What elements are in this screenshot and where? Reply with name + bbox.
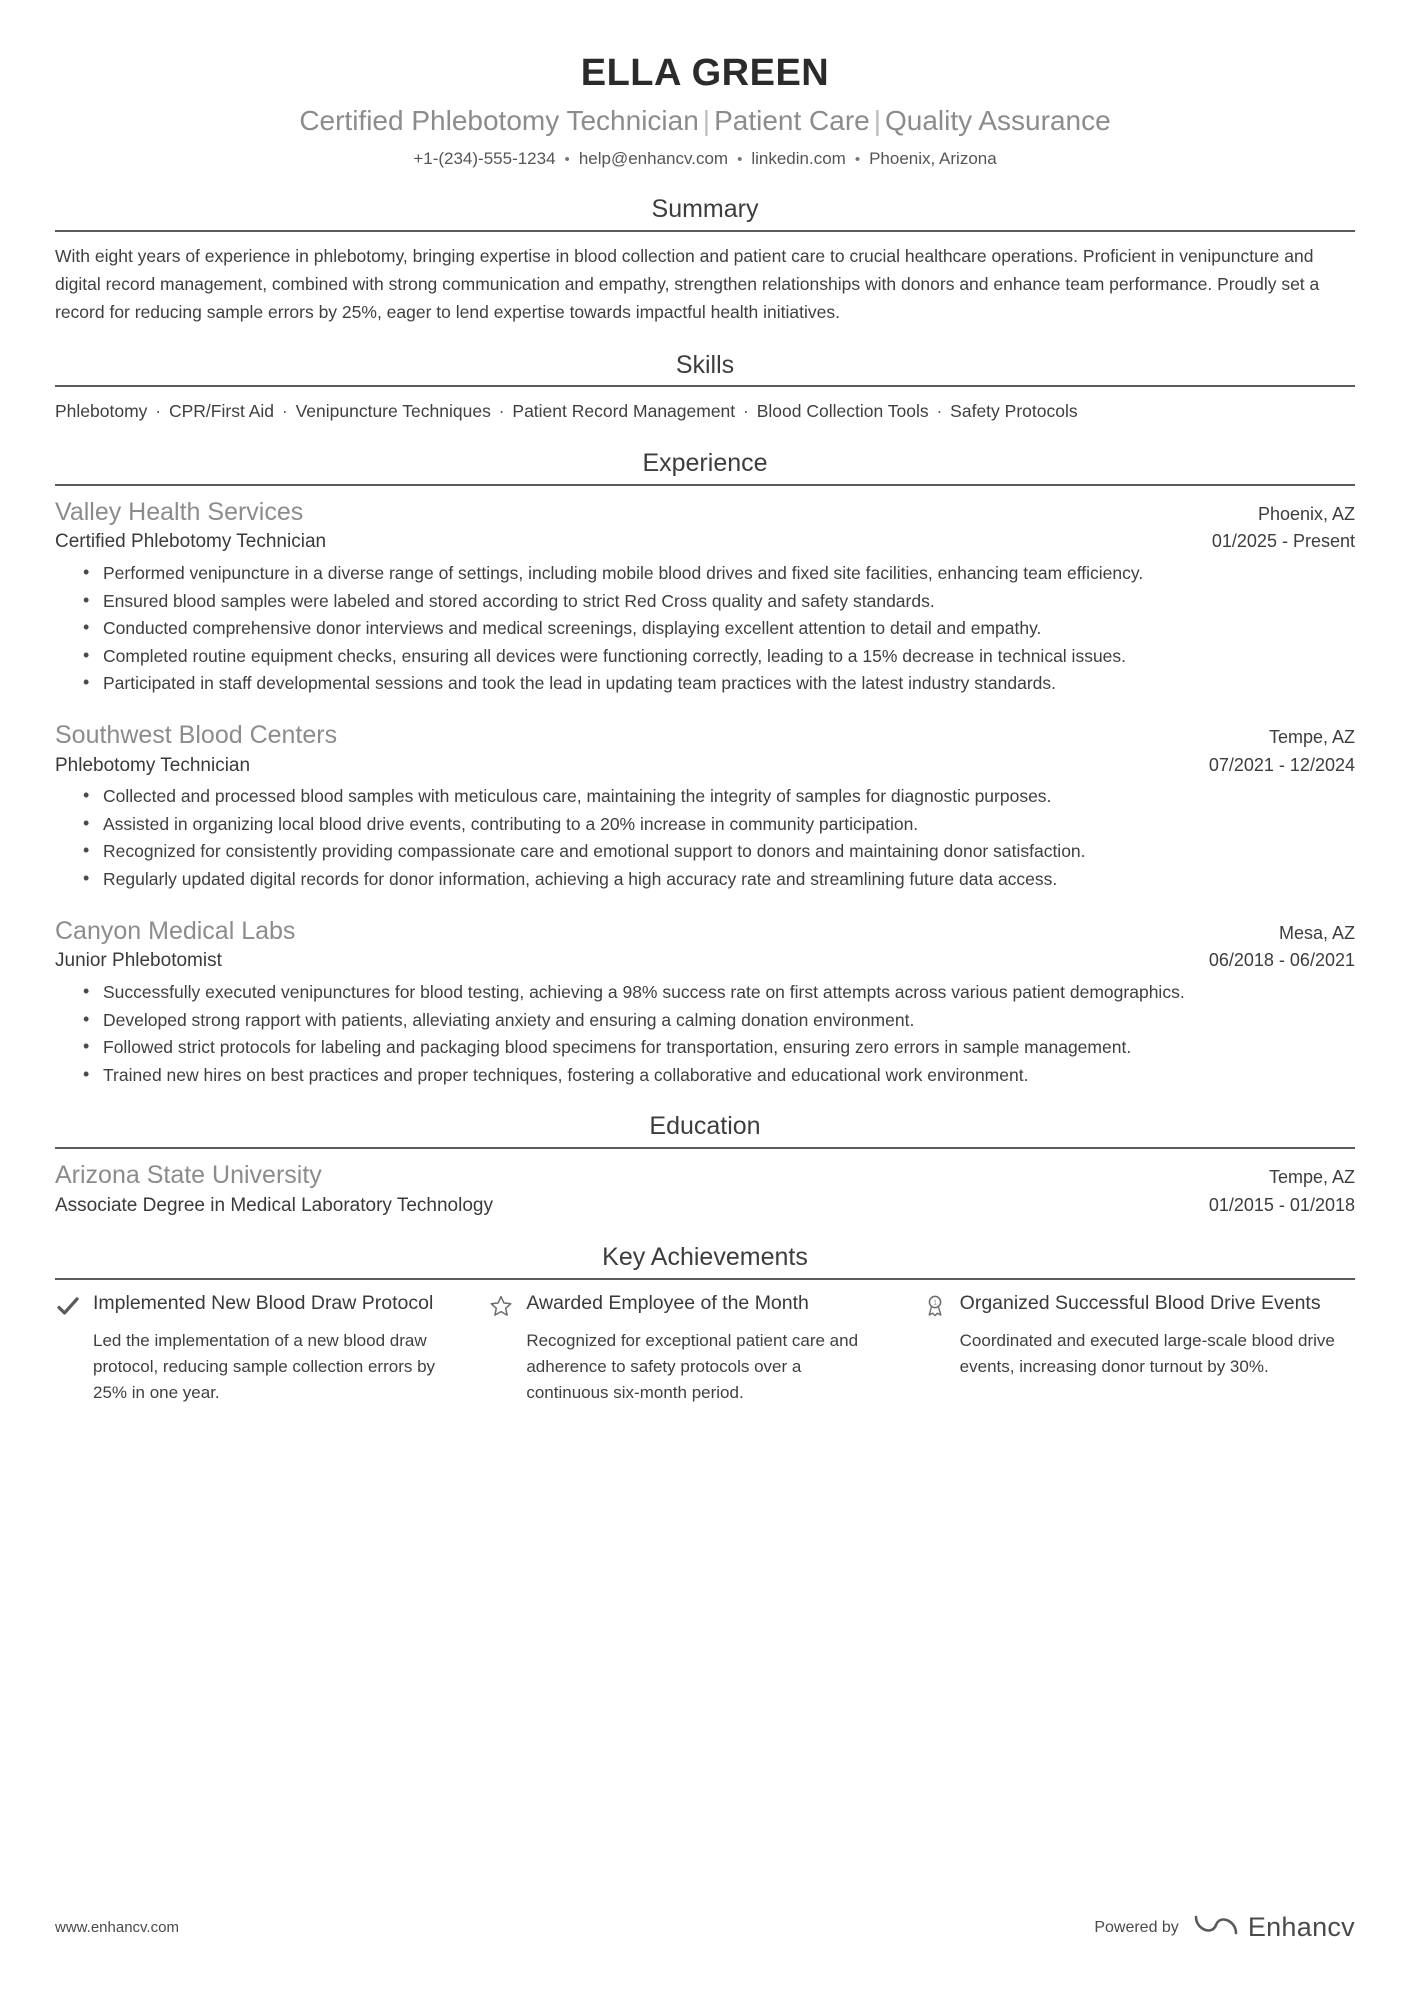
experience-bullet-list (55, 783, 1355, 892)
contact-phone: +1-(234)-555-1234 (413, 149, 556, 169)
section-experience (55, 447, 1355, 1088)
experience-company: Southwest Blood Centers (55, 720, 338, 749)
education-entry (55, 1159, 1355, 1219)
contact-location: Phoenix, Arizona (869, 149, 997, 169)
check-icon (55, 1293, 81, 1319)
enhancv-wordmark: Enhancv (1247, 1912, 1355, 1942)
candidate-name: ELLA GREEN (580, 52, 830, 94)
headline-part-3: Quality Assurance (885, 104, 1111, 136)
education-degree-row (55, 1193, 1355, 1220)
skill-separator-icon: · (150, 401, 166, 422)
experience-role-row (55, 948, 1355, 975)
experience-bullet: • Participated in staff developmental sessions and took the lead in updating team practices with the latest industry standards. (83, 670, 1355, 697)
skill-item: Patient Record Management (512, 401, 736, 422)
skills-list (55, 397, 1355, 425)
section-summary (55, 193, 1355, 327)
section-divider (55, 484, 1355, 486)
headline-separator: | (702, 104, 711, 136)
achievements-grid (55, 1290, 1355, 1407)
experience-company: Canyon Medical Labs (55, 916, 296, 945)
enhancv-logo (1193, 1912, 1355, 1943)
experience-bullet-list (55, 979, 1355, 1088)
achievement-item (55, 1290, 488, 1407)
skill-separator-icon: · (493, 401, 510, 422)
section-title-experience: Experience (642, 449, 768, 478)
bullet-separator-icon: • (737, 151, 743, 169)
experience-bullet: • Successfully executed venipunctures for blood testing, achieving a 98% success rate on first attempts across various patient demographics. (83, 979, 1355, 1006)
svg-text:1: 1 (932, 1300, 937, 1307)
experience-bullet: • Ensured blood samples were labeled and stored according to strict Red Cross quality and safety standards. (83, 588, 1355, 615)
experience-bullet: • Followed strict protocols for labeling and packaging blood specimens for transportation, ensuring zero errors in sample management. (83, 1034, 1355, 1061)
experience-dates: 06/2018 - 06/2021 (1208, 950, 1355, 971)
experience-entry (55, 496, 1355, 697)
achievement-title: Organized Successful Blood Drive Events (959, 1291, 1321, 1314)
experience-role-row (55, 753, 1355, 780)
experience-bullet: • Assisted in organizing local blood drive events, contributing to a 20% increase in community participation. (83, 811, 1355, 838)
experience-location: Phoenix, AZ (1257, 503, 1355, 524)
bullet-separator-icon: • (854, 151, 861, 169)
experience-bullet: • Regularly updated digital records for donor information, achieving a high accuracy rate and streamlining future data access. (83, 866, 1355, 893)
experience-job-title: Certified Phlebotomy Technician (55, 531, 327, 553)
education-dates: 01/2015 - 01/2018 (1208, 1194, 1355, 1215)
achievement-item (922, 1290, 1355, 1407)
achievement-title: Awarded Employee of the Month (526, 1291, 809, 1314)
enhancv-mark-icon (1193, 1912, 1239, 1943)
experience-job-title: Junior Phlebotomist (55, 950, 222, 972)
experience-bullet-list (55, 560, 1355, 697)
experience-org-row (55, 915, 1355, 949)
experience-role-row (55, 529, 1355, 556)
achievement-header (488, 1290, 873, 1319)
education-school: Arizona State University (55, 1160, 322, 1189)
skill-separator-icon: · (931, 401, 948, 422)
experience-entry (55, 719, 1355, 893)
achievement-item (488, 1290, 921, 1407)
headline-part-1: Certified Phlebotomy Technician (299, 104, 699, 136)
experience-location: Tempe, AZ (1268, 726, 1355, 747)
experience-entries (55, 496, 1355, 1089)
experience-bullet: • Conducted comprehensive donor interviews and medical screenings, displaying excellent attention to detail and empathy. (83, 615, 1355, 642)
experience-bullet: • Recognized for consistently providing compassionate care and emotional support to donors and maintaining donor satisfaction. (83, 838, 1355, 865)
achievement-title: Implemented New Blood Draw Protocol (93, 1291, 434, 1314)
experience-bullet: • Performed venipuncture in a diverse range of settings, including mobile blood drives and fixed site facilities, enhancing team efficiency. (83, 560, 1355, 587)
page-footer (55, 1912, 1355, 1943)
skill-item: Blood Collection Tools (756, 401, 929, 422)
education-degree: Associate Degree in Medical Laboratory Technology (55, 1194, 493, 1216)
experience-job-title: Phlebotomy Technician (55, 754, 251, 776)
headline-part-2: Patient Care (714, 104, 870, 136)
achievement-header (922, 1290, 1355, 1319)
section-divider (55, 230, 1355, 232)
skill-item: Venipuncture Techniques (295, 401, 491, 422)
achievement-description: Coordinated and executed large-scale blood drive events, increasing donor turnout by 30%. (959, 1330, 1335, 1377)
education-location: Tempe, AZ (1268, 1166, 1355, 1187)
candidate-headline (55, 102, 1355, 140)
experience-dates: 01/2025 - Present (1211, 531, 1355, 552)
education-entries (55, 1159, 1355, 1219)
skill-separator-icon: · (738, 401, 754, 422)
section-divider (55, 1278, 1355, 1280)
experience-bullet: • Collected and processed blood samples with meticulous care, maintaining the integrity of samples for diagnostic purposes. (83, 783, 1355, 810)
experience-dates: 07/2021 - 12/2024 (1208, 754, 1355, 775)
section-title-education: Education (649, 1112, 761, 1141)
skill-item: Phlebotomy (55, 401, 148, 422)
skill-item: CPR/First Aid (168, 401, 275, 422)
section-divider (55, 385, 1355, 387)
experience-bullet: • Completed routine equipment checks, ensuring all devices were functioning correctly, leading to a 15% decrease in technical issues. (83, 643, 1355, 670)
experience-org-row (55, 496, 1355, 530)
experience-location: Mesa, AZ (1278, 922, 1355, 943)
section-title-summary: Summary (651, 195, 759, 224)
experience-entry (55, 915, 1355, 1089)
summary-text: With eight years of experience in phlebotomy, bringing expertise in blood collection and patient care to crucial healthcare operations. Proficient in venipuncture and digital record management, combined with strong communication and empathy, strengthen relationships with donors and enhance team performance. Proudly set a record for reducing sample errors by 25%, eager to lend expertise towards impactful health initiatives. (55, 245, 1320, 323)
footer-website-url[interactable]: www.enhancv.com (55, 1919, 179, 1936)
section-education (55, 1110, 1355, 1219)
contact-email[interactable]: help@enhancv.com (578, 149, 729, 169)
skill-separator-icon: · (277, 401, 293, 422)
section-title-skills: Skills (675, 350, 735, 379)
bullet-separator-icon: • (564, 151, 570, 169)
contact-linkedin[interactable]: linkedin.com (751, 149, 846, 169)
section-skills (55, 349, 1355, 426)
achievement-description: Led the implementation of a new blood draw protocol, reducing sample collection errors by 25% in one year. (93, 1330, 436, 1403)
experience-org-row (55, 719, 1355, 753)
award-ribbon-icon (922, 1293, 948, 1319)
experience-bullet: • Trained new hires on best practices and proper techniques, fostering a collaborative and educational work environment. (83, 1062, 1355, 1089)
section-achievements (55, 1241, 1355, 1407)
section-divider (55, 1147, 1355, 1149)
footer-branding (1094, 1912, 1355, 1943)
section-title-achievements: Key Achievements (602, 1243, 808, 1272)
resume-header (55, 40, 1355, 171)
headline-separator: | (873, 104, 881, 136)
experience-bullet: • Developed strong rapport with patients, alleviating anxiety and ensuring a calming donation environment. (83, 1007, 1355, 1034)
powered-by-label: Powered by (1094, 1918, 1179, 1936)
education-school-row (55, 1159, 1355, 1193)
achievement-header (55, 1290, 440, 1319)
achievement-description: Recognized for exceptional patient care and adherence to safety protocols over a continuous six-month period. (526, 1330, 859, 1403)
experience-company: Valley Health Services (55, 497, 304, 526)
skill-item: Safety Protocols (950, 401, 1078, 422)
contact-line (55, 147, 1355, 171)
star-icon (488, 1293, 514, 1319)
